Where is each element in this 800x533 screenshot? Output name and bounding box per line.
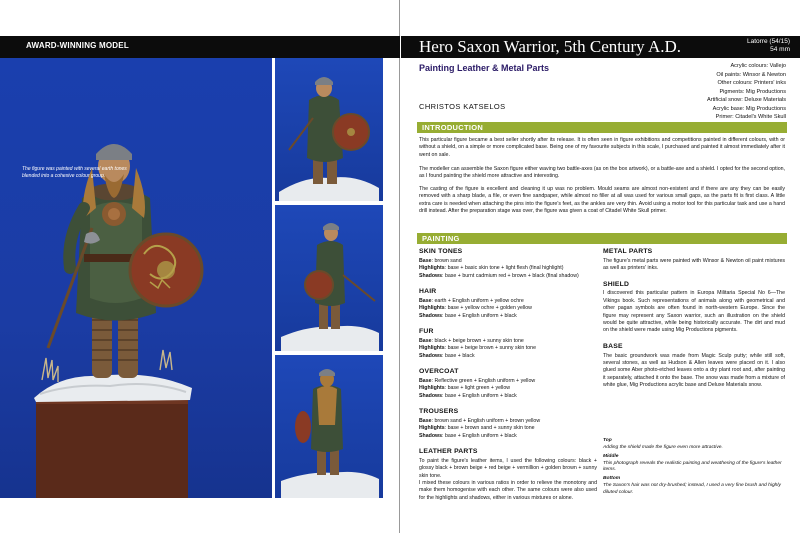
article-subtitle: Painting Leather & Metal Parts <box>419 63 550 73</box>
shadows-label: Shadows <box>419 272 443 279</box>
fur-section <box>419 327 597 360</box>
section-text: I discovered this particular pattern in Europa Militaria Special No 6—The Vikings book. Such representations of animals along with geometrical and other pagan symbols are often found in north-western Europe. Since the figure may represent any Saxon warrior, such an illustration on the shield would be quite attractive, while being historically accurate. The dirt and mud on the shield were made using Mig Productions pigments. <box>603 290 785 334</box>
painting-column-right <box>603 247 785 397</box>
photo-captions <box>603 438 785 499</box>
caption-text: This photograph reveals the realistic painting and weathering of the figure's leather items. <box>603 460 782 473</box>
section-text: I mixed these colours in various ratios in order to relieve the monotony and make them homogenise with each other. The same colours were also used for the highlights and shadows, either in various mixtures or alone. <box>419 480 597 501</box>
caption-middle <box>603 454 785 475</box>
intro-paragraph: The casting of the figure is excellent and cleaning it up was no problem. Mould seams are almost non-existent and if there are any they can be easily removed with a sharp blade, a file, or even fine sandpaper, while almost no filler at all was used for various small gaps, as the parts fit is first class. A little extra care is needed when attaching the pins into the figure's feet, as the ankles are very thin. Avoid using a motor tool for this particular task and use a hand drill instead. After the preparation stage was over, the figure was given a coat of Citadel White Skull primer. <box>419 186 785 215</box>
base-label: Base <box>419 257 432 264</box>
shield-section <box>603 280 785 335</box>
highlights-label: Highlights <box>419 385 445 392</box>
base-label: Base <box>419 297 432 304</box>
thumbnail-photo-bottom <box>275 355 383 498</box>
overcoat-section <box>419 367 597 400</box>
highlights-label: Highlights <box>419 265 445 272</box>
base-value: : Reflective green + English uniform + yellow <box>431 377 536 384</box>
section-text: The basic groundwork was made from Magic Sculp putty; while still soft, several stones, as well as Hudson & Allen leaves were placed on it. I also glued some Aber photo-etched leaves onto a dry plant root and, after painting it separately, attached it onto the base. The snow was made from a mixture of white glue, Mig Productions acrylic base and Deluxe Materials snow. <box>603 352 785 389</box>
author-name: CHRISTOS KATSELOS <box>419 102 506 111</box>
highlights-label: Highlights <box>419 425 445 432</box>
shadows-label: Shadows <box>419 352 443 359</box>
section-heading: TROUSERS <box>419 408 459 415</box>
highlights-value: : base + yellow ochre + golden yellow <box>444 305 532 312</box>
base-label: Base <box>419 377 432 384</box>
scale-info <box>747 38 790 55</box>
introduction-heading: INTRODUCTION <box>422 123 484 132</box>
section-heading: BASE <box>603 342 623 350</box>
material-item: Primer: Citadel's White Skull <box>715 114 786 120</box>
base-value: : brown sand <box>431 257 462 264</box>
base-label: Base <box>419 417 432 424</box>
leather-parts-section <box>419 447 597 502</box>
painting-heading: PAINTING <box>422 234 460 243</box>
metal-parts-section <box>603 247 785 273</box>
base-section <box>603 342 785 390</box>
highlights-label: Highlights <box>419 305 445 312</box>
section-label: AWARD-WINNING MODEL <box>26 41 129 50</box>
section-heading: SKIN TONES <box>419 248 463 255</box>
hair-section <box>419 287 597 320</box>
highlights-value: : base + light green + yellow <box>444 385 511 392</box>
shadows-value: : base + burnt cadmium red + brown + black (final shadow) <box>442 272 579 279</box>
caption-heading: Middle <box>603 453 619 459</box>
shadows-value: : base + English uniform + black <box>442 432 517 439</box>
thumbnail-photo-middle <box>275 205 383 351</box>
material-item: Other colours: Printers' inks <box>717 80 786 86</box>
section-heading: SHIELD <box>603 280 630 288</box>
material-item: Acrylic base: Mig Productions <box>712 105 786 112</box>
material-item: Acrylic colours: Vallejo <box>730 63 786 69</box>
material-item: Oil paints: Winsor & Newton <box>716 71 786 78</box>
base-value: : brown sand + English uniform + brown yellow <box>431 417 541 424</box>
painting-heading-bar <box>417 233 787 244</box>
caption-text: Adding the shield made the figure even more attractive. <box>603 444 723 450</box>
article-title: Hero Saxon Warrior, 5th Century A.D. <box>419 37 682 56</box>
photo-caption: The figure was painted with several earth tones blended into a cohesive colour group. <box>22 166 127 179</box>
section-text: The figure's metal parts were painted with Winsor & Newton oil paint mixtures as well as printers' inks. <box>603 257 785 272</box>
main-figure-photo <box>0 58 272 498</box>
section-heading: LEATHER PARTS <box>419 448 478 455</box>
thumbnail-photo-top <box>275 58 383 201</box>
intro-paragraph: The modeller can assemble the Saxon figure either waving two battle-axes (as on the box artwork), or a battle-axe and a shield. I opted for the second option, as I found painting the shield more attractive and interesting. <box>419 166 785 180</box>
right-page <box>401 0 800 533</box>
scale-size: 54 mm <box>770 46 790 54</box>
scale-maker: Latorre (54/15) <box>747 38 790 45</box>
shadows-value: : base + English uniform + black <box>442 392 517 399</box>
section-heading: FUR <box>419 328 434 335</box>
shadows-label: Shadows <box>419 312 443 319</box>
caption-heading: Bottom <box>603 476 621 482</box>
trousers-section <box>419 407 597 440</box>
section-text: To paint the figure's leather items, I used the following colours: black + glossy black + brown beige + red beige + vermillion + golden brown + sunny skin tone. <box>419 457 597 479</box>
base-value: : black + beige brown + sunny skin tone <box>431 337 524 344</box>
saxon-figure-illustration <box>0 58 272 498</box>
material-item: Artificial snow: Deluxe Materials <box>707 97 786 103</box>
shadows-label: Shadows <box>419 392 443 399</box>
highlights-value: : base + basic skin tone + light flesh (final highlight) <box>444 265 564 272</box>
skin-tones-section <box>419 247 597 280</box>
highlights-label: Highlights <box>419 345 445 352</box>
caption-text: The Saxon's hair was not dry-brushed; instead, I used a very fine brush and highly diluted colour. <box>603 483 781 496</box>
base-value: : earth + English uniform + yellow ochre <box>431 297 524 304</box>
shadows-value: : base + English uniform + black <box>442 312 517 319</box>
materials-list <box>707 62 786 122</box>
highlights-value: : base + beige brown + sunny skin tone <box>444 345 537 352</box>
shadows-value: : base + black <box>442 352 475 359</box>
section-heading: METAL PARTS <box>603 248 653 255</box>
shadows-label: Shadows <box>419 432 443 439</box>
caption-bottom <box>603 476 785 497</box>
intro-paragraph: This particular figure became a best seller shortly after its release. It is often seen in figure exhibitions and competitions painted in different colours, with or without a shield, on a simple or more complicated base. Being one of my favourite subjects in this scale, I purchased and painted it almost immediately after it went on sale. <box>419 137 785 158</box>
material-item: Pigments: Mig Productions <box>719 88 786 95</box>
introduction-heading-bar <box>417 122 787 133</box>
section-heading: OVERCOAT <box>419 368 459 375</box>
caption-top <box>603 438 785 452</box>
highlights-value: : base + brown sand + sunny skin tone <box>444 425 535 432</box>
caption-heading: Top <box>603 438 612 443</box>
painting-column-left <box>419 247 597 509</box>
base-label: Base <box>419 337 432 344</box>
section-heading: HAIR <box>419 288 437 295</box>
